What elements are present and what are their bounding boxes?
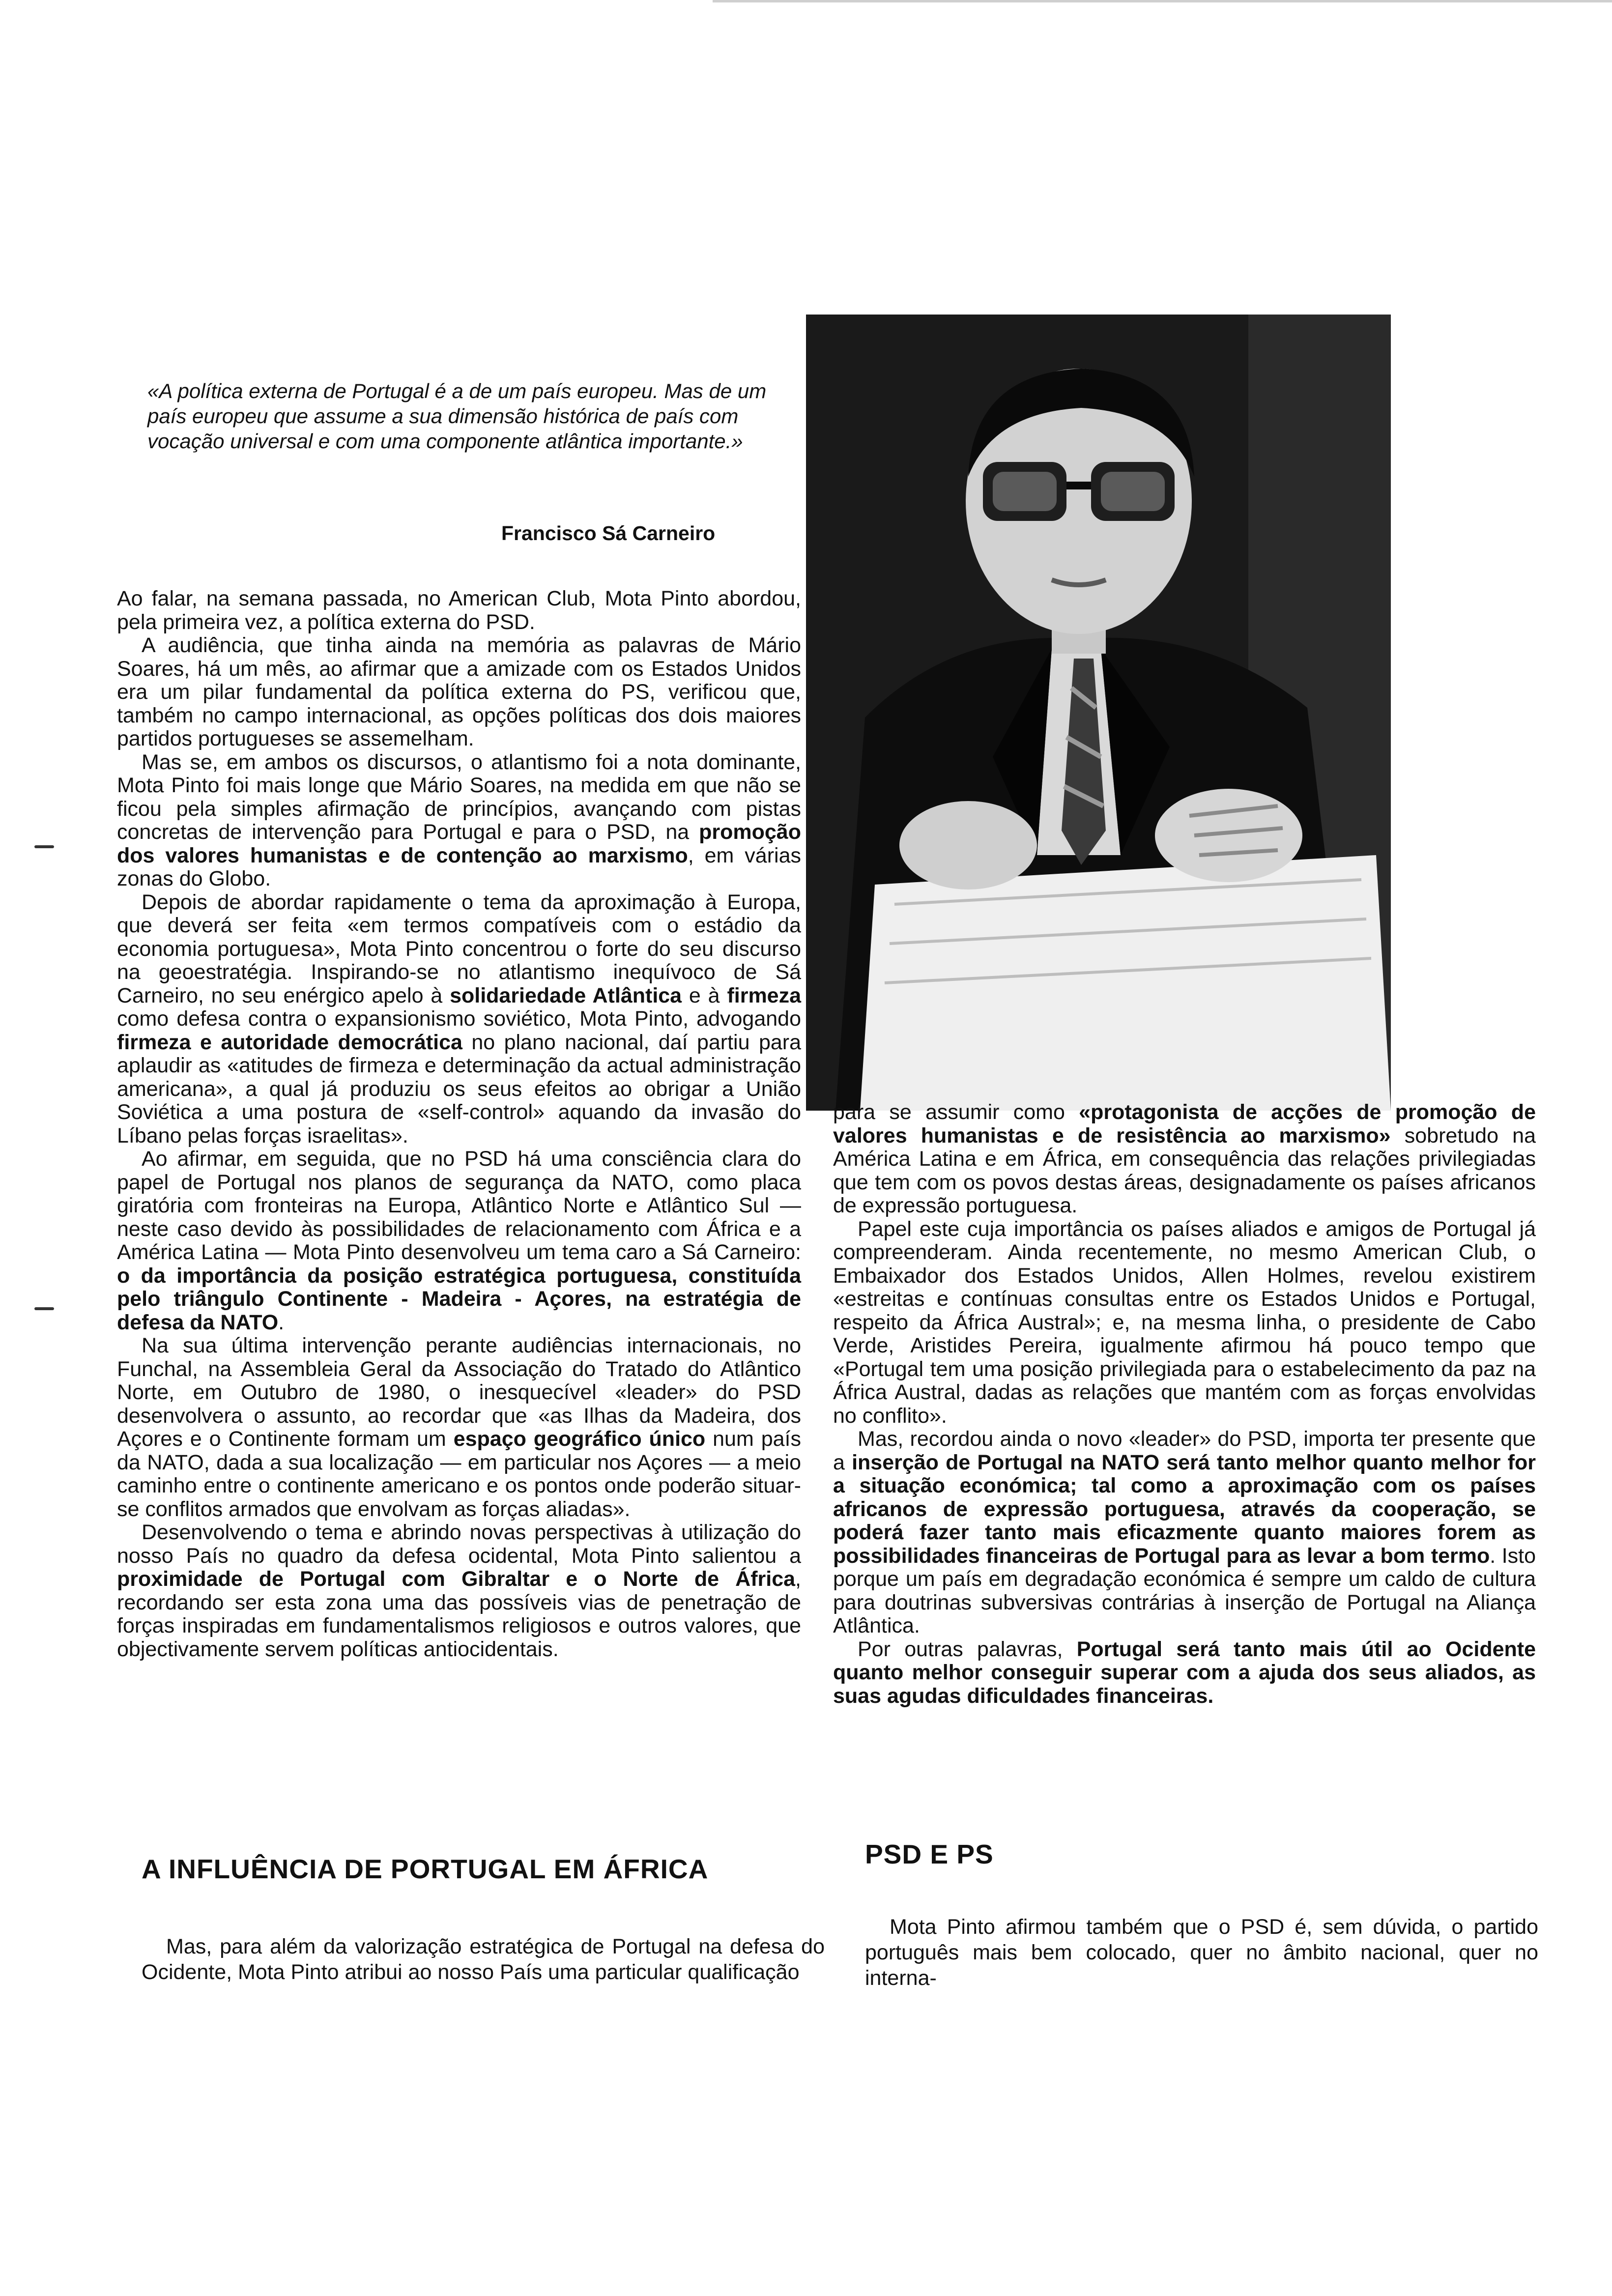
paragraph — [117, 587, 801, 634]
bold-text: solidariedade Atlântica — [450, 983, 682, 1007]
bold-text: firmeza — [727, 983, 802, 1007]
text-run: como defesa contra o expansionismo soviético, Mota Pinto, advogando — [117, 1007, 801, 1031]
paragraph — [117, 1334, 801, 1521]
margin-mark — [34, 1307, 54, 1310]
text-run: . — [278, 1310, 285, 1334]
man-reading-photo — [806, 315, 1391, 1111]
bold-text: promoção dos valores humanistas e de contenção ao marxismo — [117, 820, 801, 867]
text-run: Papel este cuja importância os países aliados e amigos de Portugal já compreenderam. Ainda recentemente, no mesmo American Club, o Embaixador dos Estados Unidos, Allen Holmes, revelou existirem «estreitas e contínuas consultas entre os Estados Unidos e Portugal, respeito da África Austral»; e, na mesma linha, o presidente de Cabo Verde, Aristides Pereira, igualmente afirmou há pouco tempo que «Portugal tem uma posição privilegiada para o estabelecimento da paz na África Austral, dadas as relações que mantém com as forças envolvidas no conflito». — [833, 1217, 1536, 1428]
portrait-photo — [806, 315, 1391, 1111]
section-heading-africa: A INFLUÊNCIA DE PORTUGAL EM ÁFRICA — [142, 1854, 709, 1884]
top-rule — [713, 0, 1612, 2]
bold-text: proximidade de Portugal com Gibraltar e o Norte de África — [117, 1567, 796, 1591]
text-run: Mas, recordou ainda o novo «leader» do PSD, importa ter presente que a — [833, 1427, 1536, 1474]
bold-text: Portugal será tanto mais útil ao Ocidente quanto melhor conseguir superar com a ajuda dos seus aliados, as suas agudas dificuldades financeiras. — [833, 1637, 1536, 1708]
margin-mark — [34, 845, 54, 848]
quote-author: Francisco Sá Carneiro — [501, 522, 716, 545]
text-run: , recordando ser esta zona uma das possíveis vias de penetração de forças inspiradas em fundamentalismos religiosos e outros valores, que objectivamente servem políticas antiocidentais. — [117, 1567, 801, 1661]
section-heading-psd-ps: PSD E PS — [865, 1839, 994, 1869]
text-run: Por outras palavras, — [858, 1637, 1077, 1661]
paragraph — [833, 1638, 1536, 1708]
text-run: Ao falar, na semana passada, no American Club, Mota Pinto abordou, pela primeira vez, a política externa do PSD. — [117, 587, 801, 634]
epigraph-quote: «A política externa de Portugal é a de um país europeu. Mas de um país europeu que assume a sua dimensão histórica de país com vocação universal e com uma componente atlântica importante.» — [147, 379, 767, 453]
paragraph — [833, 1218, 1536, 1428]
text-run: Mas se, em ambos os discursos, o atlantismo foi a nota dominante, Mota Pinto foi mais longe que Mário Soares, na medida em que não se ficou pela simples afirmação de princípios, avançando com pistas concretas de intervenção para Portugal e para o PSD, na — [117, 750, 801, 844]
text-run: num país da NATO, dada a sua localização — em particular nos Açores — a meio caminho entre o continente americano e os pontos onde poderão situar-se conflitos armados que envolvam as forças aliadas». — [117, 1427, 801, 1521]
paragraph — [117, 634, 801, 751]
text-run: no plano nacional, daí partiu para aplaudir as «atitudes de firmeza e determinação da actual administração americana», a qual já produziu os seus efeitos ao obrigar a União Soviética a uma postura de «self-control» aquando da invasão do Líbano pelas forças israelitas». — [117, 1030, 802, 1148]
paragraph — [117, 1521, 801, 1661]
paragraph — [833, 1428, 1536, 1638]
paragraph — [117, 891, 801, 1148]
text-run: , em várias zonas do Globo. — [117, 843, 801, 890]
text-run: A audiência, que tinha ainda na memória as palavras de Mário Soares, há um mês, ao afirmar que a amizade com os Estados Unidos era um pilar fundamental da política externa do PS, verificou que, também no campo internacional, as opções políticas dos dois maiores partidos portugueses se assemelham. — [117, 633, 801, 750]
text-run: Ao afirmar, em seguida, que no PSD há uma consciência clara do papel de Portugal nos planos de segurança da NATO, como placa giratória com fronteiras na Europa, Atlântico Norte e Atlântico Sul — neste caso devido às possibilidades de relacionamento com África e a América Latina — Mota Pinto desenvolveu um tema caro a Sá Carneiro: — [117, 1147, 801, 1264]
bold-text: espaço geográfico único — [453, 1427, 706, 1451]
bold-text: firmeza e autoridade democrática — [117, 1030, 462, 1054]
text-run: Na sua última intervenção perante audiências internacionais, no Funchal, na Assembleia Geral da Associação do Tratado do Atlântico Norte, em Outubro de 1980, o inesquecível «leader» do PSD desenvolvera o assunto, ao recordar que «as Ilhas da Madeira, dos Açores e o Continente formam um — [117, 1334, 801, 1451]
text-run: Desenvolvendo o tema e abrindo novas perspectivas à utilização do nosso País no quadro da defesa ocidental, Mota Pinto salientou a — [117, 1521, 801, 1568]
paragraph — [833, 1101, 1536, 1218]
text-run: . Isto porque um país em degradação económica é sempre um caldo de cultura para doutrinas subversivas contrárias à inserção de Portugal na Aliança Atlântica. — [833, 1544, 1536, 1637]
left-column-text — [117, 587, 801, 1661]
text-run: para se assumir como — [833, 1100, 1079, 1124]
bold-text: «protagonista de acções de promoção de valores humanistas e de resistência ao marxismo» — [833, 1100, 1536, 1148]
bold-text: o da importância da posição estratégica portuguesa, constituída pelo triângulo Continente - Madeira - Açores, na estratégia de defesa da NATO — [117, 1263, 801, 1334]
paragraph — [117, 1148, 801, 1334]
text-run: e à — [682, 983, 727, 1007]
text-run: sobretudo na América Latina e em África, em consequência das relações privilegiadas que tem com os povos destas áreas, designadamente os países africanos de expressão portuguesa. — [833, 1123, 1536, 1217]
bold-text: inserção de Portugal na NATO será tanto melhor quanto melhor for a situação económica; tal como a aproximação com os países africanos de expressão portuguesa, através da cooperação, se poderá fazer tanto mais eficazmente quanto maiores forem as possibilidades financeiras de Portugal para as levar a bom termo — [833, 1450, 1536, 1568]
right-column-text — [833, 1101, 1536, 1708]
paragraph — [117, 751, 801, 891]
right-column-continuation: Mota Pinto afirmou também que o PSD é, sem dúvida, o partido português mais bem colocado, quer no âmbito nacional, quer no interna- — [865, 1915, 1538, 1990]
left-column-continuation: Mas, para além da valorização estratégica de Portugal na defesa do Ocidente, Mota Pinto atribui ao nosso País uma particular qualificação — [142, 1935, 825, 1984]
text-run: Depois de abordar rapidamente o tema da aproximação à Europa, que deverá ser feita «em termos compatíveis com o estádio da economia portuguesa», Mota Pinto concentrou o forte do seu discurso na geoestratégia. Inspirando-se no atlantismo inequívoco de Sá Carneiro, no seu enérgico apelo à — [117, 890, 801, 1007]
